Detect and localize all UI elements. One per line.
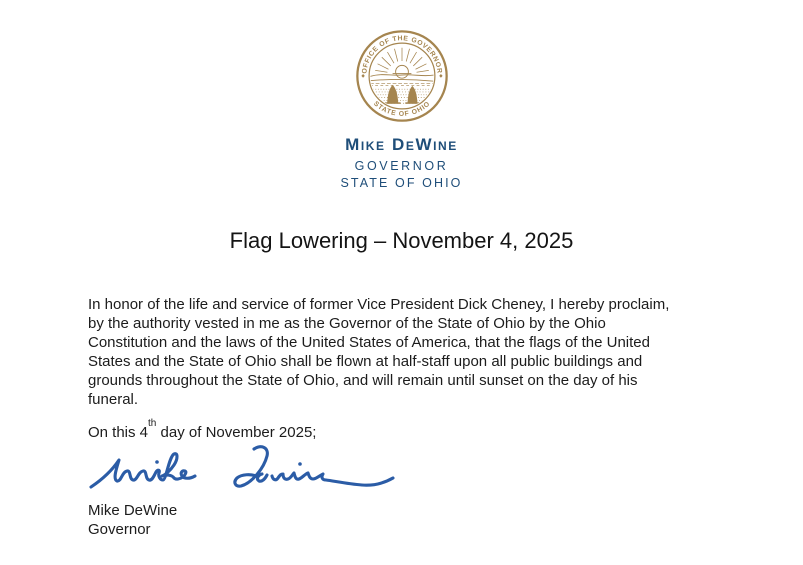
date-line-prefix: On this 4 [88, 424, 149, 441]
date-line [88, 418, 317, 441]
body-line: States and the State of Ohio shall be flown at half-staff upon all public buildings and [88, 353, 643, 370]
body-line: In honor of the life and service of former Vice President Dick Cheney, I hereby proclaim, [88, 296, 670, 313]
seal-wheat-sheaves [384, 85, 419, 104]
seal-landscape-art [370, 48, 434, 104]
handwritten-signature-icon [86, 443, 398, 498]
ordinal-suffix: th [148, 418, 157, 429]
body-line: Constitution and the laws of the United States of America, that the flags of the United [88, 334, 650, 351]
signer-name: Mike DeWine [88, 502, 178, 519]
signature-image [86, 443, 398, 503]
proclamation-body [88, 295, 733, 409]
ohio-governor-seal-icon [355, 29, 449, 123]
letterhead-office-title: GOVERNOR [354, 159, 449, 173]
body-line: funeral. [88, 391, 139, 408]
letterhead-state: STATE OF OHIO [340, 176, 463, 190]
letterhead-officeholder-name: Mike DeWine [345, 135, 458, 154]
body-line: by the authority vested in me as the Governor of the State of Ohio by the Ohio [88, 315, 606, 332]
letterhead [0, 29, 803, 190]
seal-bottom-arc-text: STATE OF OHIO [371, 100, 432, 118]
date-line-suffix: day of November 2025; [156, 424, 317, 441]
body-line: grounds throughout the State of Ohio, and will remain until sunset on the day of his [88, 372, 638, 389]
page-title: Flag Lowering – November 4, 2025 [229, 228, 574, 253]
seal-top-arc-text: OFFICE OF THE GOVERNOR [360, 35, 443, 75]
signature-block [88, 501, 177, 539]
signer-title: Governor [88, 521, 151, 538]
